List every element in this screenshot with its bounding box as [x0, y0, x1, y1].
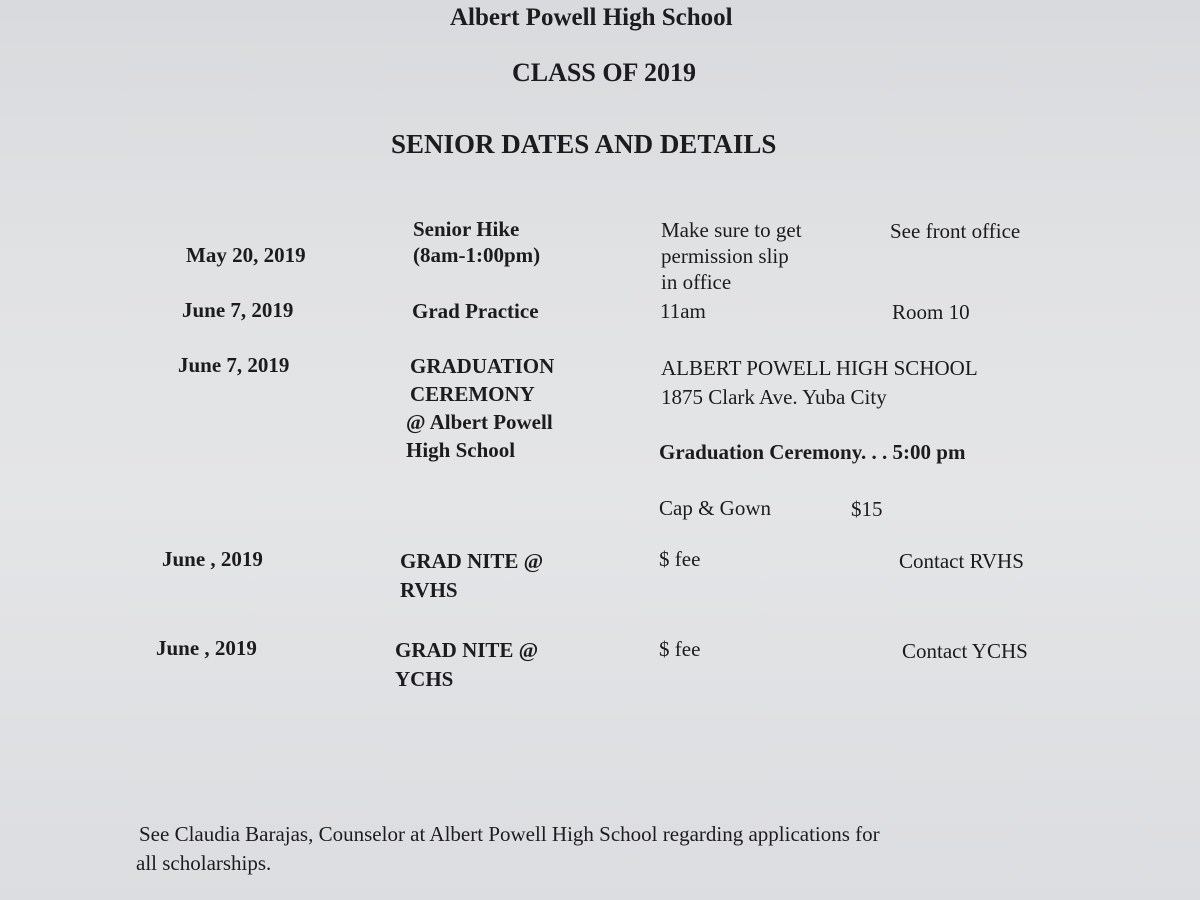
footer-note	[136, 820, 880, 878]
row-3-event-line: GRADUATION	[410, 354, 555, 378]
row-5-date: June , 2019	[156, 636, 257, 660]
row-5-details: $ fee	[659, 637, 701, 661]
row-2-contact: Room 10	[892, 300, 970, 324]
row-1-details-line: in office	[661, 270, 732, 294]
row-3-event-line: CEREMONY	[410, 382, 535, 406]
row-4-details: $ fee	[659, 547, 701, 571]
row-2-details: 11am	[660, 299, 706, 323]
footer-line: all scholarships.	[136, 851, 272, 875]
page-subtitle: SENIOR DATES AND DETAILS	[391, 129, 777, 159]
row-1-event-line: (8am-1:00pm)	[413, 243, 541, 267]
school-name: Albert Powell High School	[450, 4, 733, 31]
row-3-details-line: 1875 Clark Ave. Yuba City	[661, 385, 887, 409]
row-3-details-line: ALBERT POWELL HIGH SCHOOL	[661, 356, 978, 380]
row-5-event-line: YCHS	[395, 667, 454, 691]
row-3-event-line: @ Albert Powell	[406, 410, 553, 434]
row-1-event-line: Senior Hike	[413, 217, 520, 241]
row-5-contact: Contact YCHS	[902, 639, 1028, 663]
row-5-event-line: GRAD NITE @	[395, 638, 539, 662]
row-4-event-line: GRAD NITE @	[400, 549, 544, 573]
row-4-contact: Contact RVHS	[899, 549, 1024, 573]
row-1-details-line: permission slip	[661, 244, 789, 268]
row-2-date: June 7, 2019	[182, 298, 294, 322]
row-4-event-line: RVHS	[400, 578, 458, 602]
row-3-event-line: High School	[406, 438, 516, 462]
row-1-details-line: Make sure to get	[661, 218, 802, 242]
row-2-event: Grad Practice	[412, 299, 539, 323]
row-1-details	[661, 217, 802, 295]
row-1-date: May 20, 2019	[186, 243, 306, 267]
row-3-details	[661, 354, 978, 412]
row-4-event	[400, 547, 543, 605]
class-title: CLASS OF 2019	[512, 58, 696, 87]
row-3-cap-gown-price: $15	[851, 497, 883, 521]
row-3-date: June 7, 2019	[178, 353, 290, 377]
row-3-event	[406, 352, 554, 464]
footer-line: See Claudia Barajas, Counselor at Albert Powell High School regarding applications for	[139, 822, 880, 846]
row-3-cap-gown-label: Cap & Gown	[659, 496, 771, 520]
row-1-event	[413, 216, 540, 268]
row-5-event	[395, 636, 538, 694]
row-4-date: June , 2019	[162, 547, 263, 571]
row-3-ceremony-time: Graduation Ceremony. . . 5:00 pm	[659, 440, 966, 464]
row-1-contact: See front office	[890, 219, 1021, 243]
